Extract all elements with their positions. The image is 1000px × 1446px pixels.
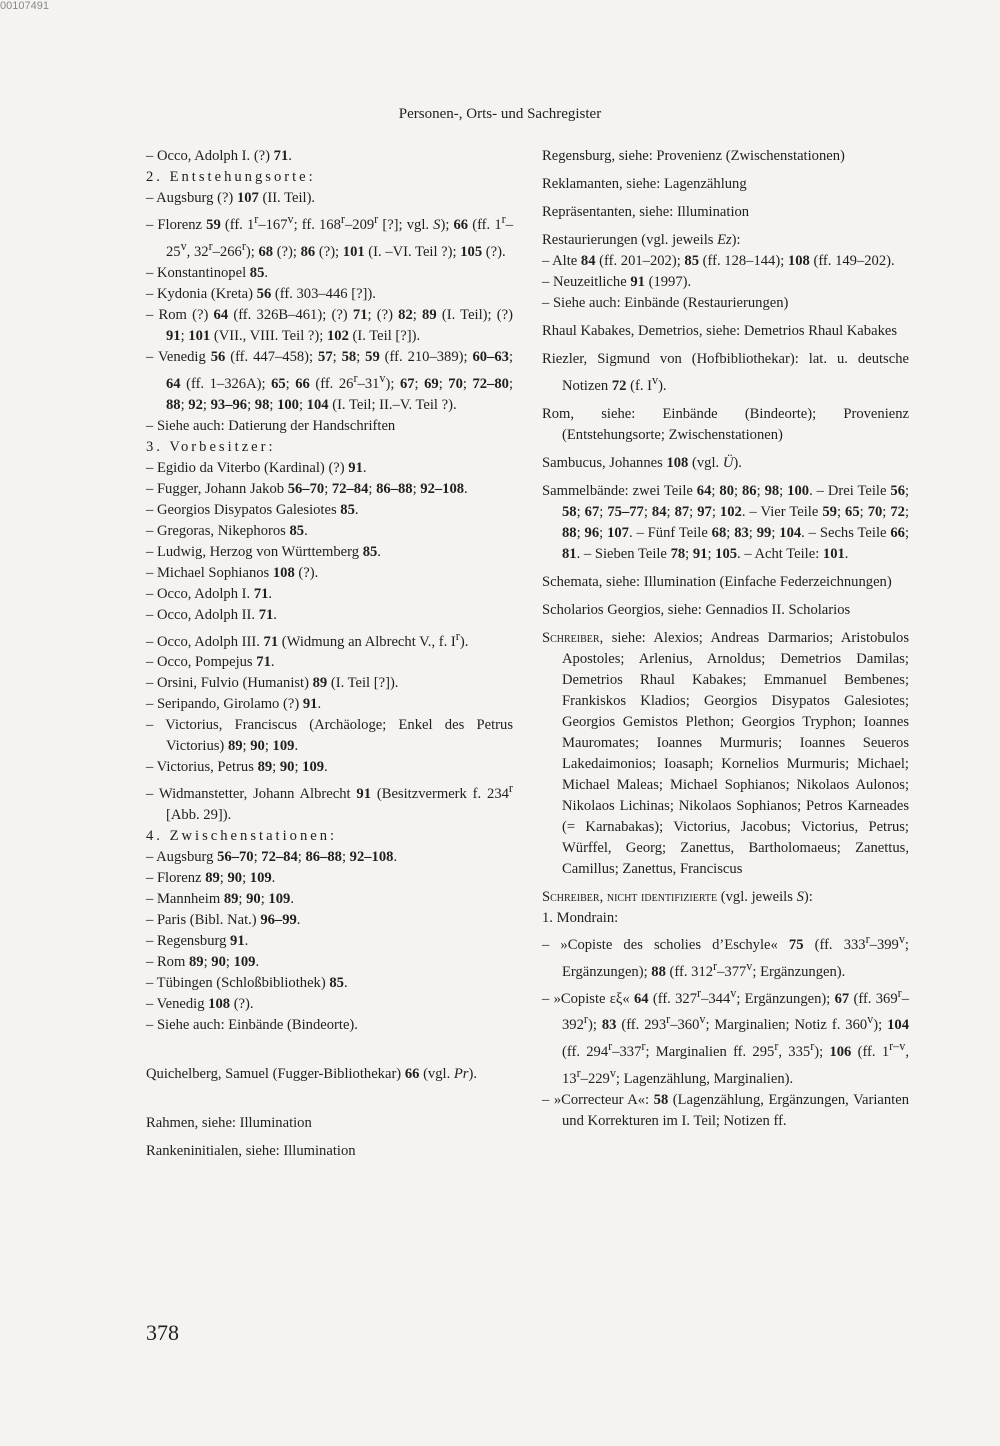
- archive-id: 00107491: [0, 0, 49, 12]
- index-entry: – Venedig 108 (?).: [146, 996, 254, 1013]
- index-entry: Schemata, siehe: Illumination (Einfache Federzeichnungen): [542, 573, 892, 590]
- index-entry: – Regensburg 91.: [146, 933, 249, 950]
- index-entry: Riezler, Sigmund von (Hofbibliothekar): lat. u. deutsche Notizen 72 (f. $I^v$).: [542, 351, 909, 394]
- right-column: [542, 146, 909, 1132]
- index-entry: Restaurierungen (vgl. jeweils Ez):: [542, 232, 741, 248]
- index-entry: – »Copiste des scholies d’Eschyle« 75 (ff. 333$^r$–399$^v$; Ergänzungen); 88 (ff. 312$^r$–377$^v$; Ergänzungen).: [542, 931, 909, 980]
- index-entry: Sambucus, Johannes 108 (vgl. Ü).: [542, 454, 742, 471]
- running-head: Personen-, Orts- und Sachregister: [398, 106, 602, 122]
- index-entry: – Florenz 59 (ff. 1$^r$–167$^v$; ff. 168$^r$–209$^r$ [?]; vgl. S); 66 (ff. 1$^r$–25$^v$, 32$^r$–266$^r$); 68 (?); 86 (?); 101 (I. –VI. Teil ?); 105 (?).: [146, 212, 513, 260]
- index-entry: – Widmanstetter, Johann Albrecht 91 (Besitzvermerk f. 234$^r$ [Abb. 29]).: [146, 781, 513, 824]
- index-entry: – Michael Sophianos 108 (?).: [146, 564, 319, 581]
- index-entry: – Orsini, Fulvio (Humanist) 89 (I. Teil [?]).: [146, 675, 399, 692]
- index-entry: – Rom 89; 90; 109.: [146, 954, 260, 971]
- index-entry: Repräsentanten, siehe: Illumination: [542, 204, 750, 220]
- index-entry: – Victorius, Franciscus (Archäologe; Enkel des Petrus Victorius) 89; 90; 109.: [146, 717, 513, 755]
- index-entry: Rahmen, siehe: Illumination: [146, 1115, 312, 1132]
- index-entry: Schreiber, siehe: Alexios; Andreas Darmarios; Aristobulos Apostoles; Arlenius, Arnoldus; Demetrios Damilas; Demetrios Rhaul Kabakes; Emmanuel Bembenes; Frankiskos Kladios; Georgios Disypatos Galesiotes; Georgios Gemistos Plethon; Georgios Tryphon; Ioannes Mauromates; Ioannes Murmuris; Ioannes Seueros Lakedaimonios; Ioasaph; Kornelios Murmuris; Michael; Michael Maleas; Michael Sophianos; Nikolaos Aulonos; Nikolaos Lichinas; Nikolaos Sophianos; Petros Karneades (= Karnabakas); Victorius, Jacobus; Victorius, Petrus; Würffel, Georg; Zanettus, Bartholomaeus; Zanettus, Camillus; Zanettus, Franciscus: [542, 629, 909, 877]
- index-entry: Regensburg, siehe: Provenienz (Zwischenstationen): [542, 148, 845, 164]
- index-entry: Rhaul Kabakes, Demetrios, siehe: Demetrios Rhaul Kabakes: [542, 323, 898, 339]
- index-entry: – »Copiste εξ« 64 (ff. 327$^r$–344$^v$; Ergänzungen); 67 (ff. 369$^r$–392$^r$); 83 (ff. 293$^r$–360$^v$; Marginalien; Notiz f. 360$^v$); 104 (ff. 294$^r$–337$^r$; Marginalien ff. 295$^r$, 335$^r$); 106 (ff. 1$^{r-v}$, 13$^r$–229$^v$; Lagenzählung, Marginalien).: [542, 985, 909, 1088]
- index-entry: – Occo, Pompejus 71.: [146, 654, 275, 671]
- index-entry: – »Correcteur A«: 58 (Lagenzählung, Ergänzungen, Varianten und Korrekturen im I. Teil; Notizen ff.: [542, 1092, 909, 1130]
- index-entry: Sammelbände: zwei Teile 64; 80; 86; 98; 100. – Drei Teile 56; 58; 67; 75–77; 84; 87; 97; 102. – Vier Teile 59; 65; 70; 72; 88; 96; 107. – Fünf Teile 68; 83; 99; 104. – Sechs Teile 66; 81. – Sieben Teile 78; 91; 105. – Acht Teile: 101.: [542, 482, 910, 562]
- index-entry: – Egidio da Viterbo (Kardinal) (?) 91.: [146, 459, 367, 476]
- index-entry: – Venedig 56 (ff. 447–458); 57; 58; 59 (ff. 210–389); 60–63; 64 (ff. 1–326A); 65; 66 (ff. 26$^r$–31$^v$); 67; 69; 70; 72–80; 88; 92; 93–96; 98; 100; 104 (I. Teil; II.–V. Teil ?).: [146, 348, 514, 413]
- index-entry: – Alte 84 (ff. 201–202); 85 (ff. 128–144); 108 (ff. 149–202).: [542, 253, 895, 269]
- index-entry: Rom, siehe: Einbände (Bindeorte); Provenienz (Entstehungsorte; Zwischenstationen): [542, 405, 909, 443]
- index-entry: – Gregoras, Nikephoros 85.: [146, 522, 308, 539]
- page-number: 378: [146, 1320, 179, 1345]
- index-entry: Rankeninitialen, siehe: Illumination: [146, 1143, 356, 1160]
- index-entry: – Mannheim 89; 90; 109.: [146, 891, 294, 908]
- index-entry: – Augsburg (?) 107 (II. Teil).: [146, 190, 316, 206]
- index-entry: – Siehe auch: Einbände (Bindeorte).: [146, 1017, 358, 1034]
- index-entry: Quichelberg, Samuel (Fugger-Bibliothekar) 66 (vgl. Pr).: [146, 1066, 477, 1083]
- index-entry: 1. Mondrain:: [542, 909, 619, 926]
- index-entry: – Ludwig, Herzog von Württemberg 85.: [146, 543, 381, 560]
- index-entry: – Augsburg 56–70; 72–84; 86–88; 92–108.: [146, 849, 398, 866]
- index-entry: – Siehe auch: Datierung der Handschriften: [146, 417, 396, 434]
- index-entry: – Seripando, Girolamo (?) 91.: [146, 696, 322, 713]
- index-entry: – Victorius, Petrus 89; 90; 109.: [146, 759, 328, 776]
- index-entry: – Paris (Bibl. Nat.) 96–99.: [146, 912, 301, 929]
- index-entry: 2. Entstehungsorte:: [146, 169, 316, 185]
- index-entry: Reklamanten, siehe: Lagenzählung: [542, 176, 747, 192]
- index-entry: – Neuzeitliche 91 (1997).: [542, 274, 692, 290]
- index-entry: – Konstantinopel 85.: [146, 264, 269, 281]
- index-entry: – Rom (?) 64 (ff. 326B–461); (?) 71; (?) 82; 89 (I. Teil); (?) 91; 101 (VII., VIII. Teil ?); 102 (I. Teil [?]).: [146, 306, 513, 344]
- index-entry: – Georgios Disypatos Galesiotes 85.: [146, 501, 359, 518]
- index-entry: – Occo, Adolph III. 71 (Widmung an Albrecht V., f. $I^r$).: [146, 628, 469, 650]
- index-entry: – Kydonia (Kreta) 56 (ff. 303–446 [?]).: [146, 285, 376, 302]
- index-entry: – Fugger, Johann Jakob 56–70; 72–84; 86–88; 92–108.: [146, 480, 468, 497]
- index-entry: Scholarios Georgios, siehe: Gennadios II. Scholarios: [542, 601, 851, 618]
- index-entry: – Florenz 89; 90; 109.: [146, 870, 276, 887]
- index-entry: – Occo, Adolph I. (?) 71.: [146, 148, 292, 164]
- index-entry: – Siehe auch: Einbände (Restaurierungen): [542, 295, 789, 311]
- index-entry: 4. Zwischenstationen:: [146, 828, 338, 845]
- left-column: [146, 146, 513, 1162]
- index-entry: – Occo, Adolph II. 71.: [146, 606, 277, 623]
- index-entry: Schreiber, nicht identifizierte (vgl. jeweils S):: [542, 888, 813, 905]
- index-entry: – Occo, Adolph I. 71.: [146, 585, 273, 602]
- index-entry: – Tübingen (Schloßbibliothek) 85.: [146, 975, 348, 992]
- index-entry: 3. Vorbesitzer:: [146, 438, 276, 455]
